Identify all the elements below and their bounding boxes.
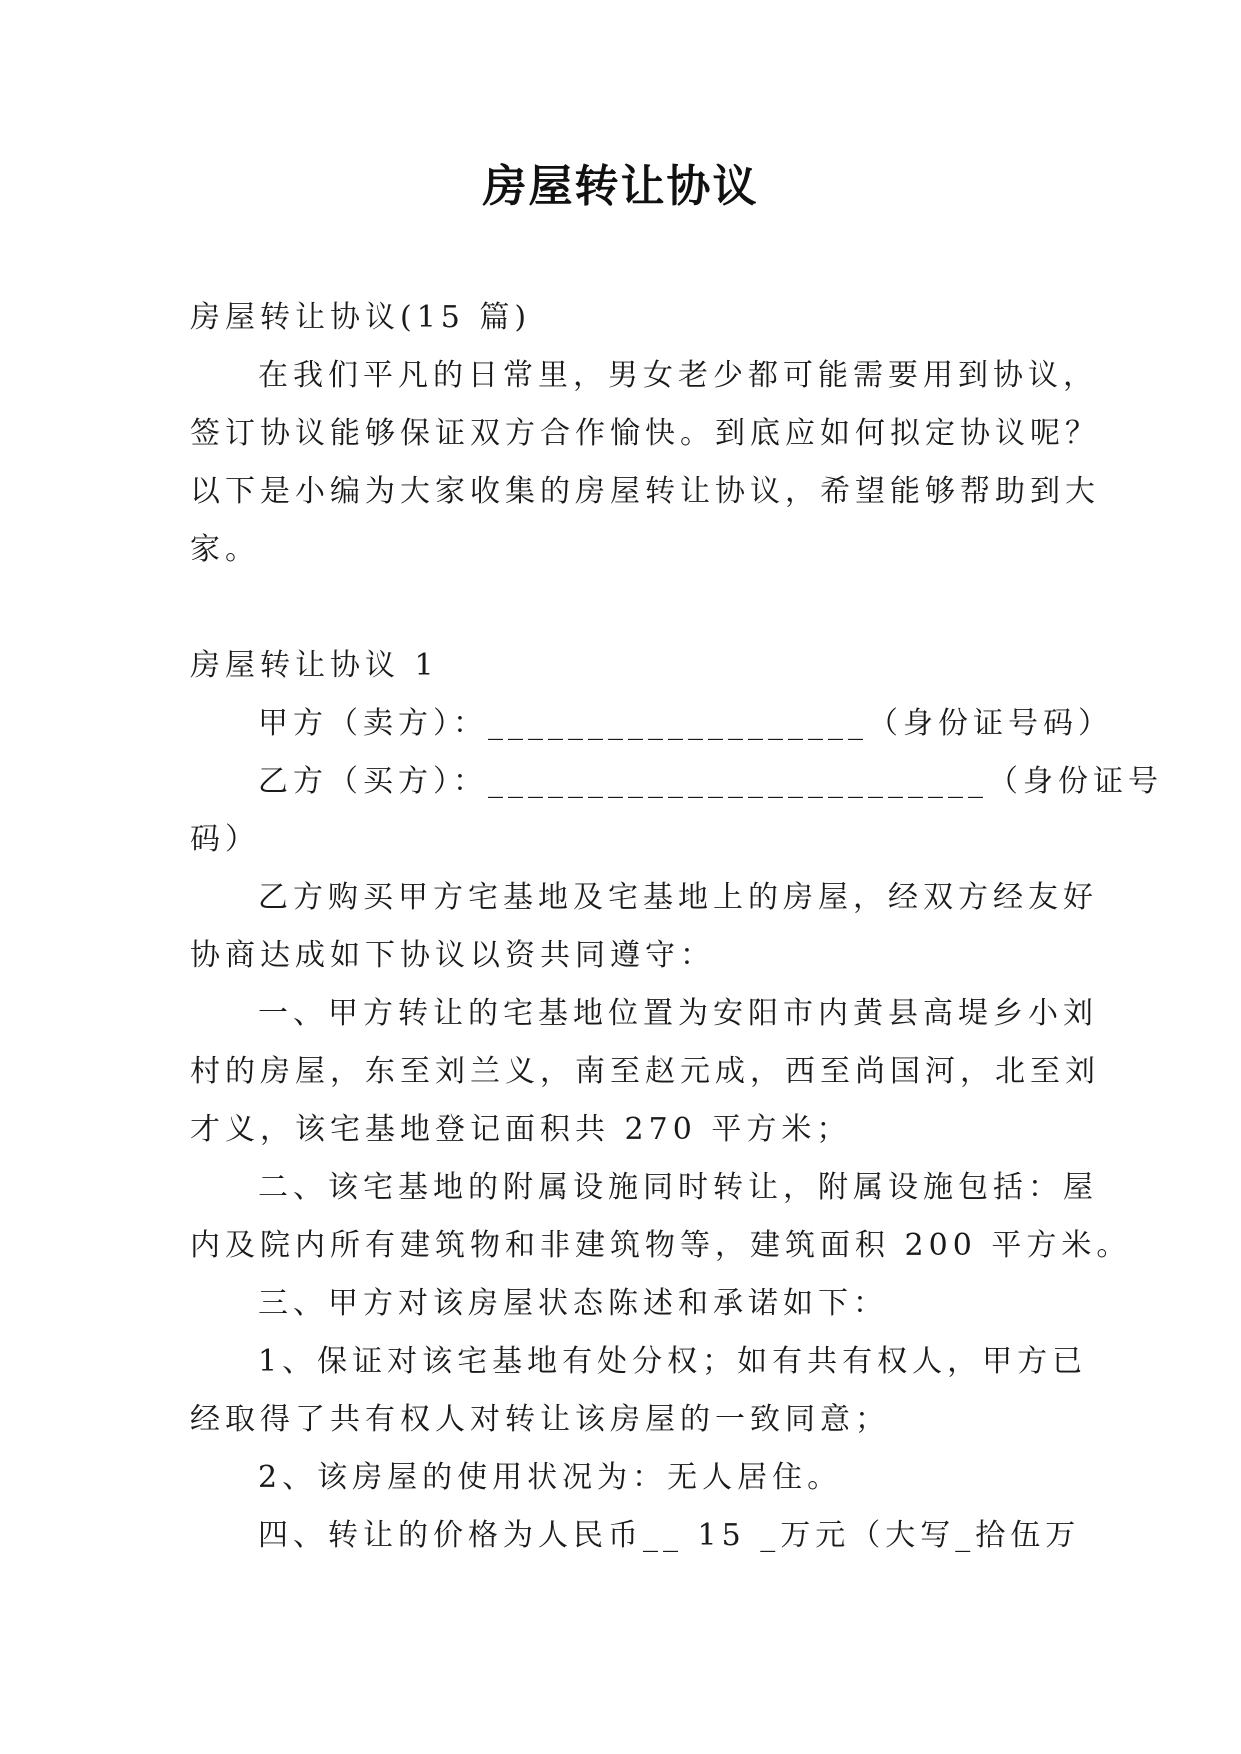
clause-two-line: 二、该宅基地的附属设施同时转让，附属设施包括：屋 [258,1170,1098,1205]
intro-line: 以下是小编为大家收集的房屋转让协议，希望能够帮助到大 [190,474,1100,509]
clause-one-line: 一、甲方转让的宅基地位置为安阳市内黄县高堤乡小刘 [258,996,1098,1031]
intro-line: 在我们平凡的日常里，男女老少都可能需要用到协议， [258,358,1098,393]
item-one-line: 1、保证对该宅基地有处分权；如有共有权人，甲方已 [258,1344,1088,1379]
agreement-line: 协商达成如下协议以资共同遵守： [190,938,715,973]
clause-two-line: 内及院内所有建筑物和非建筑物等，建筑面积 200 平方米。 [190,1228,1132,1263]
party-a-line: 甲方（卖方）：___________________（身份证号码） [258,706,1113,741]
agreement-line: 乙方购买甲方宅基地及宅基地上的房屋，经双方经友好 [258,880,1098,915]
document-title: 房屋转让协议 [482,161,759,212]
party-b-line: 乙方（买方）：_________________________（身份证号 [258,764,1163,799]
intro-line: 家。 [190,532,260,567]
item-two-line: 2、该房屋的使用状况为：无人居住。 [258,1460,843,1495]
clause-three-line: 三、甲方对该房屋状态陈述和承诺如下： [258,1286,888,1321]
intro-line: 签订协议能够保证双方合作愉快。到底应如何拟定协议呢？ [190,416,1100,451]
item-one-line: 经取得了共有权人对转让该房屋的一致同意； [190,1402,890,1437]
party-b-line-continued: 码） [190,822,260,857]
clause-one-line: 村的房屋，东至刘兰义，南至赵元成，西至尚国河，北至刘 [190,1054,1100,1089]
document-subtitle: 房屋转让协议(15 篇) [190,300,532,335]
clause-four-line: 四、转让的价格为人民币__ 15 _万元（大写_拾伍万 [258,1518,1081,1553]
clause-one-line: 才义，该宅基地登记面积共 270 平方米； [190,1112,852,1147]
section-heading: 房屋转让协议 1 [190,648,439,683]
